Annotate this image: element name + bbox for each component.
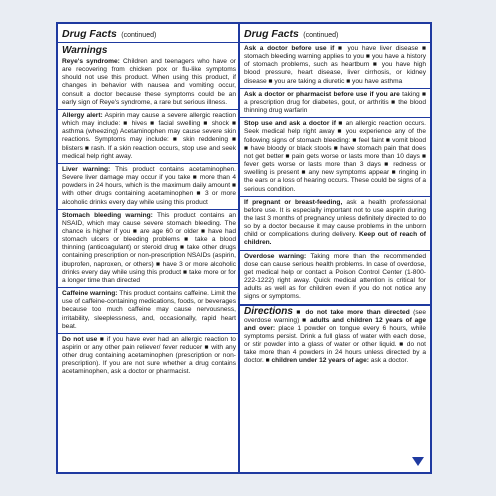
- directions-adults-heading: ■ adults and children 12 years of age and over:: [244, 316, 426, 332]
- ask-pharmacist-title: Ask a doctor or pharmacist before use if you are: [244, 90, 400, 98]
- ask-doctor-title: Ask a doctor before use if: [244, 45, 335, 52]
- caffeine-section: [58, 287, 240, 333]
- liver-text: This product contains acetaminophen. Severe liver damage may occur if you take ■ more than 4 powders in 24 hours, which is the maximum daily amount ■ with other drugs containing acetaminophen ■ 3 or more alcoholic drinks every day while using this product: [62, 165, 236, 206]
- caffeine-text: This product contains caffeine. Limit the use of caffeine-containing medications, foods, or beverages because too much caffeine may cause nervousness, irritability, sleeplessness, and, occasionally, rapid heart beat.: [62, 290, 236, 330]
- stomach-section: [58, 209, 240, 287]
- left-continued: (continued): [121, 32, 157, 39]
- overdose-text: Taking more than the recommended dose can cause serious health problems. In case of overdose, get medical help or contact a Poison Control Center (1-800-222-1222) right away. Quick medical attention is critical for adults as well as for children even if you do not notice any signs or symptoms.: [244, 252, 426, 301]
- directions-section: [240, 304, 430, 368]
- reye-text: Children and teenagers who have or are recovering from chicken pox or flu-like symptoms should not use this product. When using this product, if changes in behavior with nausea and vomiting occur, consult a doctor because these symptoms could be an early sign of Reye's syndrome, a rare but serious illness.: [62, 58, 236, 106]
- directions-dose-limit: ■ do not take more than directed: [296, 308, 410, 316]
- directions-adults-text: place 1 powder on tongue every 6 hours, while symptoms persist. Drink a full glass of water with each dose, or stir powder into a glass of water or other liquid. ■ do not take more than 4 powders in 24 hours unless directed by a doctor.: [244, 324, 426, 365]
- allergy-text: Aspirin may cause a severe allergic reaction which may include: ■ hives ■ facial swelling ■ shock ■ asthma (wheezing) Acetaminophen may cause severe skin reactions. Symptoms may include: ■ skin reddening ■ blisters ■ rash. If a skin reaction occurs, stop use and seek medical help right away.: [62, 111, 236, 160]
- reye-section: [58, 56, 240, 109]
- keep-out-of-reach: Keep out of reach of children.: [244, 231, 426, 247]
- ask-pharmacist-section: [240, 88, 430, 117]
- ask-doctor-section: [240, 43, 430, 88]
- stomach-title: Stomach bleeding warning:: [62, 211, 153, 219]
- left-header: [58, 24, 240, 43]
- pregnancy-title: If pregnant or breast-feeding,: [244, 198, 343, 206]
- directions-children-text: ask a doctor.: [370, 357, 409, 365]
- stomach-text: This product contains an NSAID, which may cause severe stomach bleeding. The chance is higher if you ■ are age 60 or older ■ have had stomach ulcers or bleeding problems ■ take a blood thinning (anticoagulant) or steroid drug ■ take other drugs containing prescription or non-prescription NSAIDs (aspirin, ibuprofen, naproxen, or others) ■ have 3 or more alcoholic drinks every day while using this product ■ take more or for a longer time than directed: [62, 211, 236, 284]
- right-header: [240, 24, 430, 43]
- stop-use-section: [240, 117, 430, 195]
- left-title: Drug Facts: [62, 28, 117, 40]
- do-not-use-section: [58, 333, 240, 379]
- do-not-use-text: ■ if you have ever had an allergic reaction to aspirin or any other pain reliever/ fever reducer ■ with any other drug containing acetaminophen (prescription or non-prescription). If you are not sure whether a drug contains acetaminophen, ask a doctor or pharmacist.: [62, 335, 236, 376]
- directions-children-heading: ■ children under 12 years of age:: [265, 357, 369, 365]
- overdose-title: Overdose warning:: [244, 252, 307, 260]
- right-title: Drug Facts: [244, 28, 299, 40]
- stop-use-title: Stop use and ask a doctor if: [244, 120, 336, 128]
- directions-see-overdose: (see overdose warning): [244, 308, 426, 324]
- directions-title: Directions: [244, 305, 293, 317]
- liver-title: Liver warning:: [62, 165, 111, 173]
- allergy-section: [58, 109, 240, 163]
- left-panel: [56, 22, 242, 474]
- reye-title: Reye's syndrome:: [62, 58, 120, 65]
- warnings-heading: Warnings: [62, 45, 108, 56]
- right-panel: [238, 22, 432, 474]
- do-not-use-title: Do not use: [62, 335, 98, 343]
- ask-doctor-text: ■ you have liver disease ■ stomach bleeding warning applies to you ■ you have a history of stomach problems, such as heartburn ■ you have high blood pressure, heart disease, liver cirrhosis, or kidney disease ■ you are taking a diuretic ■ you have asthma: [244, 45, 427, 85]
- pregnancy-section: [240, 196, 430, 250]
- continue-triangle-icon: [412, 457, 424, 466]
- right-continued: (continued): [303, 32, 339, 39]
- allergy-title: Allergy alert:: [62, 111, 103, 119]
- liver-section: [58, 163, 240, 209]
- caffeine-title: Caffeine warning:: [62, 290, 118, 298]
- pregnancy-text: ask a health professional before use. It is especially important not to use aspirin during the last 3 months of pregnancy unless definitely directed to do so by a doctor because it may cause problems in the unborn child or complications during delivery.: [244, 198, 426, 239]
- stop-use-text: ■ an allergic reaction occurs. Seek medical help right away ■ you experience any of the following signs of stomach bleeding: ■ feel faint ■ vomit blood ■ have bloody or black stools ■ have stomach pain that does not get better ■ pain gets worse or lasts more than 10 days ■ fever gets worse or lasts more than 3 days ■ redness or swelling is present ■ any new symptoms appear ■ ringing in the ears or a loss of hearing occurs. These could be signs of a serious condition.: [244, 120, 426, 193]
- overdose-section: [240, 250, 430, 304]
- ask-pharmacist-text: taking ■ a prescription drug for diabetes, gout, or arthritis ■ the blood thinning drug warfarin: [244, 90, 426, 115]
